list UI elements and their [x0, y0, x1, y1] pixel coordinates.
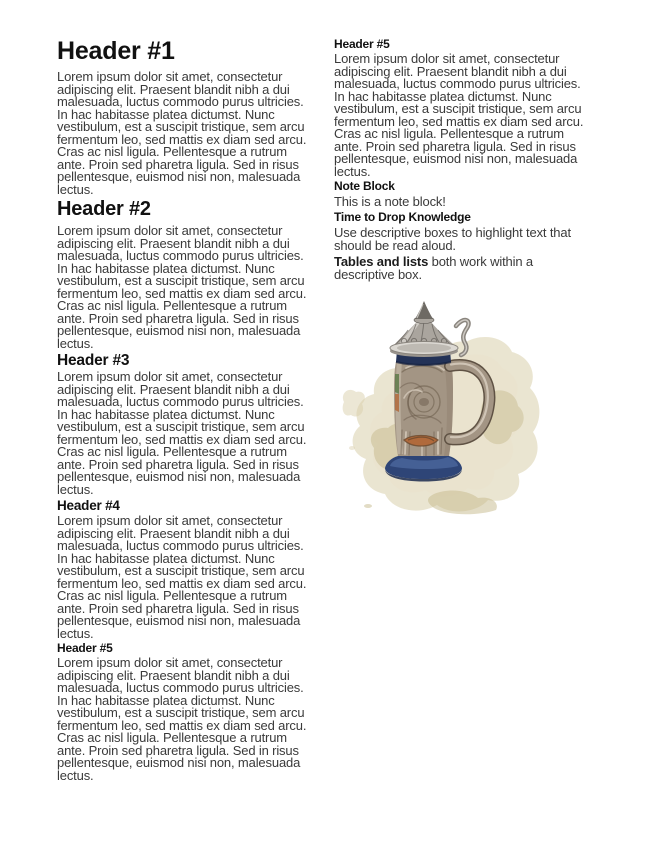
beer-stein-svg [338, 298, 550, 520]
right-column [334, 38, 590, 520]
lorem-paragraph-2: Lorem ipsum dolor sit amet, consectetur adipiscing elit. Praesent blandit nibh a dui malesuada, luctus commodo purus ultricies. In hac habitasse platea dictumst. Nunc vestibulum, est a suscipit tristique, sem arcu fermentum leo, sed mattis ex diam sed arcu. Cras ac nisl ligula. Pellentesque a rutrum ante. Proin sed pharetra ligula. Sed in risus pellentesque, euismod nisi non, malesuada lectus. [57, 223, 307, 351]
note-block-body: This is a note block! [334, 194, 446, 209]
knowledge-block-title: Time to Drop Knowledge [334, 209, 471, 224]
heading-1: Header #1 [57, 37, 175, 65]
heading-3: Header #3 [57, 352, 130, 369]
watercolor-speck-dot-2 [349, 446, 355, 450]
left-column [57, 38, 313, 784]
stein-green-strip [395, 374, 399, 394]
note-block-title: Note Block [334, 179, 395, 193]
beer-stein-illustration [338, 298, 550, 520]
heading-5-right: Header #5 [334, 37, 390, 51]
heading-5: Header #5 [57, 641, 113, 655]
watercolor-speck-dot-1 [364, 504, 372, 508]
heading-4: Header #4 [57, 498, 120, 513]
lorem-paragraph-3: Lorem ipsum dolor sit amet, consectetur adipiscing elit. Praesent blandit nibh a dui malesuada, luctus commodo purus ultricies. In hac habitasse platea dictumst. Nunc vestibulum, est a suscipit tristique, sem arcu fermentum leo, sed mattis ex diam sed arcu. Cras ac nisl ligula. Pellentesque a rutrum ante. Proin sed pharetra ligula. Sed in risus pellentesque, euismod nisi non, malesuada lectus. [57, 369, 307, 497]
tables-lists-bold-text: Tables and lists [334, 253, 429, 269]
lorem-paragraph-5: Lorem ipsum dolor sit amet, consectetur adipiscing elit. Praesent blandit nibh a dui malesuada, luctus commodo purus ultricies. In hac habitasse platea dictumst. Nunc vestibulum, est a suscipit tristique, sem arcu fermentum leo, sed mattis ex diam sed arcu. Cras ac nisl ligula. Pellentesque a rutrum ante. Proin sed pharetra ligula. Sed in risus pellentesque, euismod nisi non, malesuada lectus. [57, 655, 307, 783]
knowledge-block-body: Use descriptive boxes to highlight text that should be read aloud. [334, 224, 571, 253]
lid-rim-inner [397, 343, 451, 352]
lorem-paragraph-1: Lorem ipsum dolor sit amet, consectetur adipiscing elit. Praesent blandit nibh a dui malesuada, luctus commodo purus ultricies. In hac habitasse platea dictumst. Nunc vestibulum, est a suscipit tristique, sem arcu fermentum leo, sed mattis ex diam sed arcu. Cras ac nisl ligula. Pellentesque a rutrum ante. Proin sed pharetra ligula. Sed in risus pellentesque, euismod nisi non, malesuada lectus. [57, 69, 307, 197]
stein-orange-strip [395, 394, 399, 412]
heading-2: Header #2 [57, 198, 151, 220]
knowledge-tables-line [334, 255, 590, 282]
tables-lists-rest-text: both work within a descriptive box. [334, 253, 533, 282]
watercolor-left-speck [343, 389, 365, 416]
lorem-paragraph-4: Lorem ipsum dolor sit amet, consectetur adipiscing elit. Praesent blandit nibh a dui malesuada, luctus commodo purus ultricies. In hac habitasse platea dictumst. Nunc vestibulum, est a suscipit tristique, sem arcu fermentum leo, sed mattis ex diam sed arcu. Cras ac nisl ligula. Pellentesque a rutrum ante. Proin sed pharetra ligula. Sed in risus pellentesque, euismod nisi non, malesuada lectus. [57, 513, 307, 641]
lorem-paragraph-6: Lorem ipsum dolor sit amet, consectetur adipiscing elit. Praesent blandit nibh a dui malesuada, luctus commodo purus ultricies. In hac habitasse platea dictumst. Nunc vestibulum, est a suscipit tristique, sem arcu fermentum leo, sed mattis ex diam sed arcu. Cras ac nisl ligula. Pellentesque a rutrum ante. Proin sed pharetra ligula. Sed in risus pellentesque, euismod nisi non, malesuada lectus. [334, 51, 584, 179]
